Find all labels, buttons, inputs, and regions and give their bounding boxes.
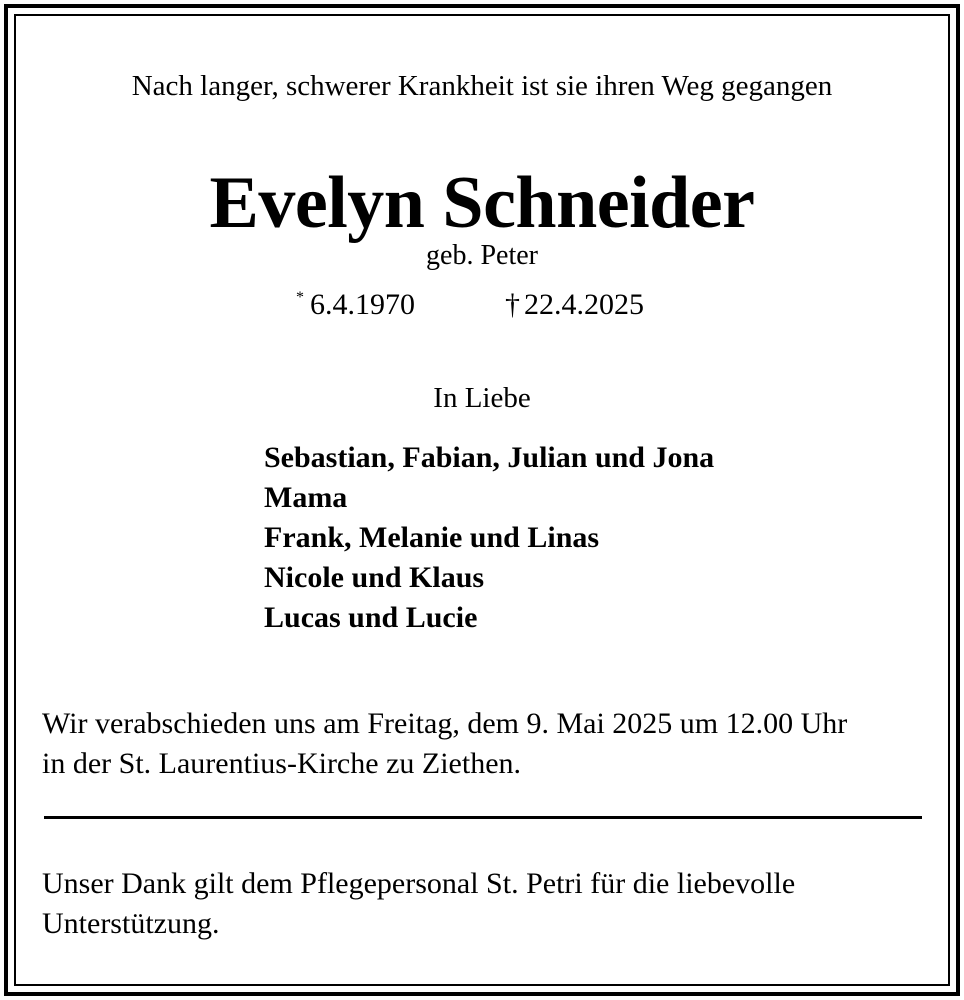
farewell-line: Wir verabschieden uns am Freitag, dem 9. Mai 2025 um 12.00 Uhr [42, 707, 848, 740]
in-love-text: In Liebe [433, 382, 531, 414]
death-date [505, 290, 644, 320]
thanks-line: Unser Dank gilt dem Pflegepersonal St. Petri für die liebevolle [42, 867, 796, 900]
list-item: Nicole und Klaus [264, 561, 485, 594]
mourners-list [264, 440, 714, 640]
list-item: Lucas und Lucie [264, 601, 478, 634]
list-item: Mama [264, 481, 348, 514]
thanks-paragraph [42, 864, 795, 944]
list-item: Sebastian, Fabian, Julian und Jona [264, 441, 715, 474]
farewell-paragraph [42, 704, 847, 784]
birth-star-icon: * [296, 289, 304, 306]
farewell-line: in der St. Laurentius-Kirche zu Ziethen. [42, 747, 522, 780]
cross-icon: † [505, 288, 520, 321]
maiden-name: geb. Peter [426, 240, 538, 271]
intro-text: Nach langer, schwerer Krankheit ist sie ihren Weg gegangen [131, 70, 833, 102]
divider [44, 816, 922, 819]
death-date-value: 22.4.2025 [524, 288, 644, 321]
deceased-name: Evelyn Schneider [209, 162, 755, 244]
thanks-line: Unterstützung. [42, 907, 220, 940]
list-item: Frank, Melanie und Linas [264, 521, 600, 554]
birth-date-value: 6.4.1970 [310, 288, 415, 321]
birth-date [296, 290, 415, 320]
